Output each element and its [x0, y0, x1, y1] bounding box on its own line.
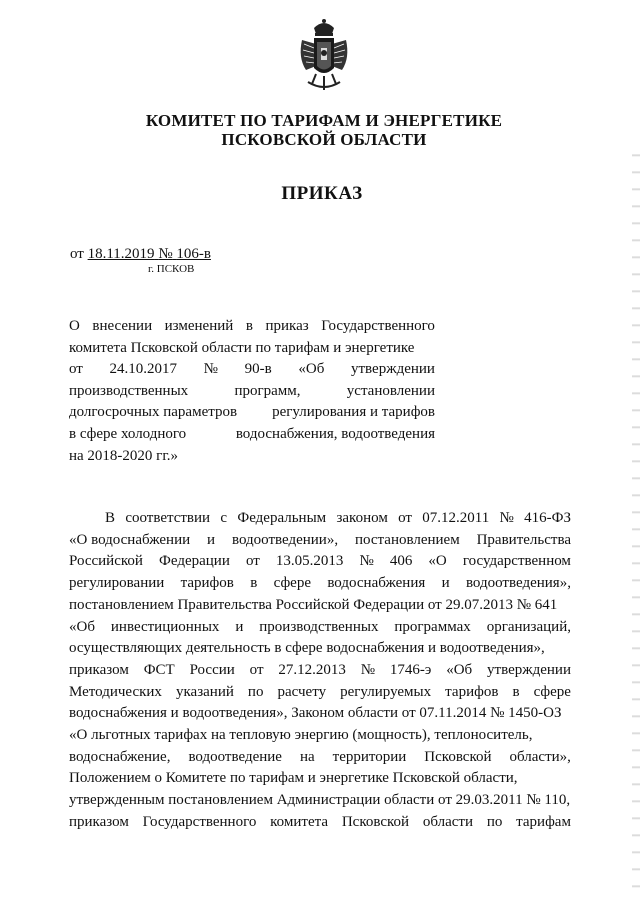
body-word: Псковской	[341, 813, 410, 830]
coat-of-arms-emblem	[296, 18, 352, 92]
body-word: Российской	[69, 553, 143, 570]
body-word: и	[235, 618, 244, 635]
body-word: 07.12.2011	[422, 510, 490, 526]
organization-name-line-1: КОМИТЕТ ПО ТАРИФАМ И ЭНЕРГЕТИКЕ	[145, 111, 503, 130]
subject-word: утверждении	[351, 361, 435, 378]
subject-word: производственных	[69, 382, 189, 399]
body-word: приказом	[69, 813, 129, 830]
subject-word: внесении	[92, 318, 153, 334]
body-word: от	[245, 553, 260, 570]
body-word: Псковской	[424, 748, 492, 765]
subject-word: «Об	[298, 361, 325, 378]
body-line	[69, 638, 571, 660]
order-date-prefix: от	[70, 246, 84, 262]
body-word: №	[359, 553, 374, 570]
body-word: №	[499, 510, 514, 526]
body-line	[69, 682, 571, 704]
body-line	[69, 530, 571, 552]
order-subject	[69, 316, 435, 467]
subject-word: в	[245, 318, 253, 334]
body-word: регулируемых	[340, 683, 432, 700]
order-city: г. ПСКОВ	[148, 263, 195, 275]
body-line	[69, 573, 571, 595]
body-word: №	[360, 661, 376, 678]
body-word: В	[105, 510, 116, 526]
body-word: водоснабжение,	[69, 748, 171, 765]
body-word: расчету	[277, 683, 327, 700]
subject-word: регулирования и тарифов	[272, 404, 435, 421]
body-word: сфере	[533, 683, 571, 700]
body-word: в	[512, 683, 520, 700]
body-word: России	[189, 661, 235, 678]
body-word: «Об	[446, 661, 473, 678]
body-word: 1746-э	[389, 661, 432, 678]
subject-word: изменений	[164, 318, 234, 334]
body-word: «Об	[69, 618, 95, 635]
body-line	[69, 812, 571, 834]
subject-word: приказ	[265, 318, 309, 334]
body-word: постановлением Правительства Российской Федерации от 29.07.2013 № 641	[69, 596, 558, 613]
body-word: водоснабжения и водоотведения», Законом области от 07.11.2014 № 1450-ОЗ	[69, 705, 562, 722]
body-word: производственных	[259, 618, 379, 635]
body-word: постановлением	[354, 531, 460, 548]
body-word: государственном	[462, 553, 571, 570]
subject-word: в сфере холодного	[69, 425, 187, 442]
body-word: на	[299, 748, 315, 765]
body-word: организаций,	[486, 618, 571, 635]
order-body-text	[69, 508, 571, 834]
body-word: водоотведении»,	[231, 531, 339, 548]
body-word: области»,	[509, 748, 571, 765]
body-word: указаний	[175, 683, 234, 700]
body-word: тарифов	[445, 683, 499, 700]
subject-word: 90-в	[244, 361, 272, 378]
body-word: области	[422, 813, 474, 830]
order-date: 18.11.2019	[87, 246, 155, 262]
body-word: ФСТ	[143, 661, 175, 678]
body-word: тарифам	[516, 813, 571, 830]
body-word: водоотведения»,	[465, 575, 571, 592]
order-number-sign: №	[158, 246, 173, 262]
body-word: осуществляющих деятельность в сфере водоснабжения и водоотведения»,	[69, 640, 545, 657]
body-word: Федеральным	[237, 510, 327, 526]
body-word: по	[486, 813, 503, 830]
body-word: 13.05.2013	[275, 553, 344, 570]
body-line	[69, 551, 571, 573]
body-line	[69, 768, 571, 790]
body-word: инвестиционных	[110, 618, 220, 635]
body-word: водоснабжения	[327, 575, 426, 592]
body-word: законом	[336, 510, 388, 526]
subject-word: программ,	[234, 382, 301, 399]
body-word: Правительства	[476, 531, 571, 548]
body-word: в	[250, 575, 258, 592]
subject-line	[69, 424, 435, 446]
subject-word: 24.10.2017	[109, 361, 178, 378]
body-word: программах	[394, 618, 471, 635]
body-word: от	[398, 510, 412, 526]
body-line	[69, 747, 571, 769]
body-line	[69, 508, 571, 530]
subject-word: на 2018-2020 гг.»	[69, 447, 179, 464]
body-word: 27.12.2013	[278, 661, 346, 678]
subject-line	[69, 402, 435, 424]
body-word: Методических	[69, 683, 162, 700]
body-word: Положением о Комитете по тарифам и энергетике Псковской области,	[69, 770, 518, 787]
body-word: Государственного	[142, 813, 257, 830]
subject-word: долгосрочных параметров	[69, 404, 238, 421]
order-date-number	[70, 246, 211, 263]
subject-word: №	[203, 361, 218, 378]
body-word: сфере	[273, 575, 311, 592]
body-word: 406	[389, 553, 413, 570]
body-word: по	[247, 683, 264, 700]
subject-word: установлении	[346, 382, 435, 399]
body-word: и	[441, 575, 450, 592]
subject-line	[69, 359, 435, 381]
body-word: 416-ФЗ	[524, 510, 571, 526]
subject-word: О	[69, 318, 80, 334]
body-line	[69, 660, 571, 682]
body-word: и	[207, 531, 216, 548]
body-word: территории	[332, 748, 407, 765]
body-word: от	[249, 661, 264, 678]
body-word: утверждении	[487, 661, 571, 678]
body-word: Федерации	[159, 553, 230, 570]
body-word: водоотведение	[188, 748, 282, 765]
order-number: 106-в	[176, 246, 211, 262]
subject-word: водоснабжения, водоотведения	[235, 425, 435, 442]
body-line	[69, 725, 571, 747]
subject-word: комитета Псковской области по тарифам и энергетике	[69, 339, 415, 356]
subject-word: Государственного	[321, 318, 435, 334]
organization-name-line-2: ПСКОВСКОЙ ОБЛАСТИ	[221, 130, 427, 149]
body-line	[69, 617, 571, 639]
body-word: регулировании	[69, 575, 165, 592]
subject-line	[69, 381, 435, 403]
body-word: «О	[428, 553, 447, 570]
body-word: комитета	[270, 813, 329, 830]
body-word: «О водоснабжении	[69, 531, 191, 548]
body-word: соответствии	[125, 510, 211, 526]
body-word: утвержденным постановлением Администрации области от 29.03.2011 № 110,	[69, 792, 571, 809]
body-word: приказом	[69, 661, 129, 678]
body-word: с	[220, 510, 228, 526]
subject-line	[69, 338, 435, 360]
body-word: тарифов	[180, 575, 234, 592]
body-line	[69, 703, 571, 725]
body-word: «О льготных тарифах на тепловую энергию (мощность), теплоноситель,	[69, 727, 533, 744]
body-line	[69, 790, 571, 812]
scan-edge-marks	[632, 140, 640, 900]
subject-line	[69, 446, 435, 468]
body-line	[69, 595, 571, 617]
document-title: ПРИКАЗ	[281, 183, 363, 204]
subject-word: от	[69, 361, 83, 378]
subject-line	[69, 316, 435, 338]
